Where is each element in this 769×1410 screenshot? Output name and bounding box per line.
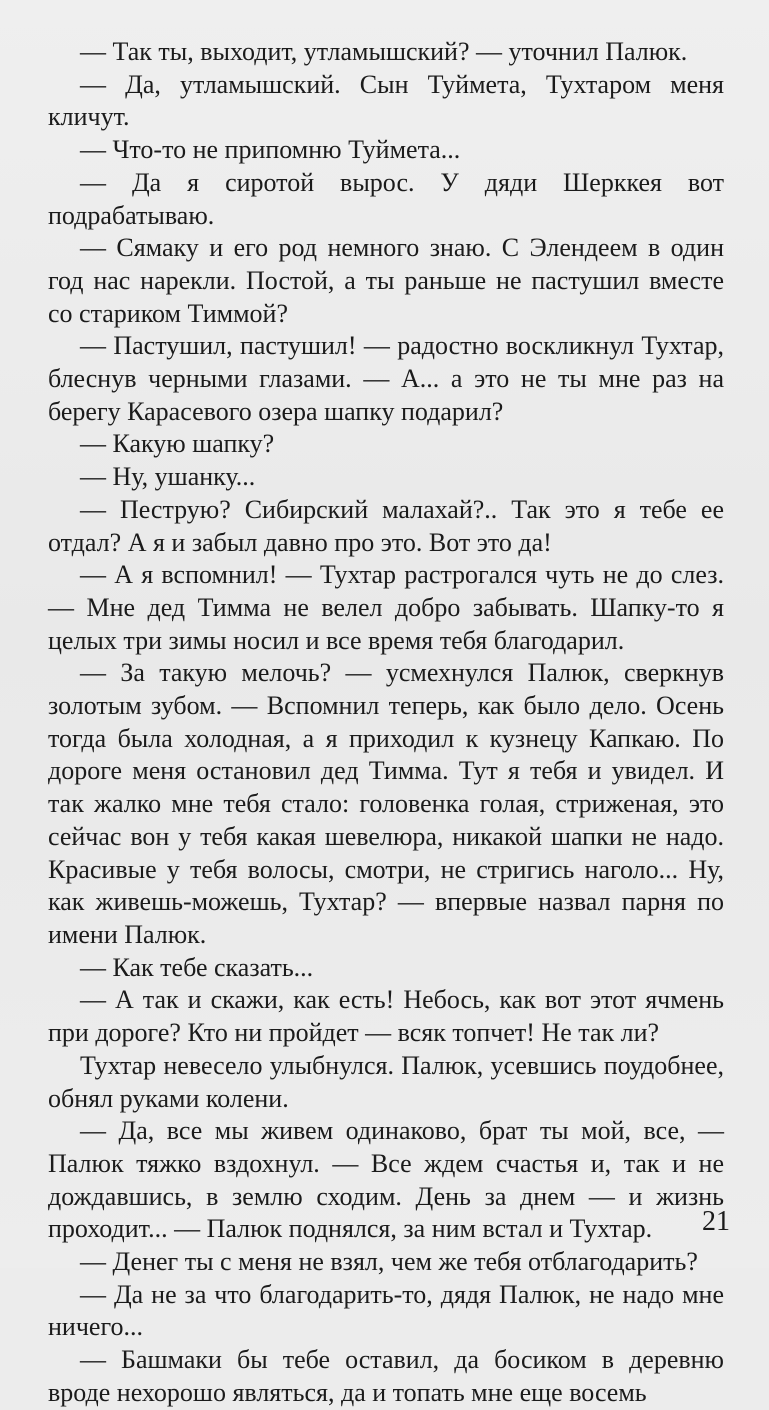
paragraph: — Да не за что благодарить-то, дядя Палюк, не надо мне ничего...: [48, 1279, 724, 1342]
paragraph: — Как тебе сказать...: [80, 952, 314, 982]
paragraph: — Что-то не припомню Туймета...: [80, 135, 461, 165]
paragraph: — Сямаку и его род немного знаю. С Элендеем в один год нас нарекли. Постой, а ты раньше не пастушил вместе со стариком Тиммой?: [48, 233, 724, 328]
paragraph: — Ну, ушанку...: [80, 462, 256, 492]
paragraph: — А так и скажи, как есть! Небось, как вот этот ячмень при дороге? Кто ни пройдет — всяк топчет! Не так ли?: [48, 985, 724, 1048]
paragraph: — А я вспомнил! — Тухтар растрогался чуть не до слез. — Мне дед Тимма не велел добро забывать. Шапку-то я целых три зимы носил и все время тебя благодарил.: [48, 560, 724, 655]
paragraph: — Пеструю? Сибирский малахай?.. Так это я тебе ее отдал? А я и забыл давно про это. Вот это да!: [48, 494, 724, 557]
body-text: [48, 36, 724, 1410]
paragraph: — Денег ты с меня не взял, чем же тебя отблагодарить?: [80, 1247, 698, 1277]
paragraph: — Башмаки бы тебе оставил, да босиком в деревню вроде нехорошо являться, да и топать мне еще восемь: [48, 1345, 724, 1407]
paragraph: Тухтар невесело улыбнулся. Палюк, усевшись поудобнее, обнял руками колени.: [48, 1050, 724, 1113]
paragraph: — Какую шапку?: [80, 429, 275, 459]
paragraph: — Да, утламышский. Сын Туймета, Тухтаром меня кличут.: [48, 69, 724, 132]
paragraph: — Да, все мы живем одинаково, брат ты мой, все, — Палюк тяжко вздохнул. — Все ждем счастья и, так и не дождавшись, в землю сходим. День за днем — и жизнь проходит... — Палюк поднялся, за ним встал и Тухтар.: [48, 1116, 724, 1244]
paragraph: — За такую мелочь? — усмехнулся Палюк, сверкнув золотым зубом. — Вспомнил теперь, как было дело. Осень тогда была холодная, а я приходил к кузнецу Капкаю. По дороге меня остановил дед Тимма. Тут я тебя и увидел. И так жалко мне тебя стало: головенка голая, стриженая, это сейчас вон у тебя какая шевелюра, никакой шапки не надо. Красивые у тебя волосы, смотри, не стригись наголо... Ну, как живешь-можешь, Тухтар? — впервые назвал парня по имени Палюк.: [48, 658, 724, 949]
page-number: 21: [702, 1206, 730, 1237]
paragraph: — Так ты, выходит, утламышский? — уточнил Палюк.: [80, 37, 688, 66]
paragraph: — Пастушил, пастушил! — радостно воскликнул Тухтар, блеснув черными глазами. — А... а это не ты мне раз на берегу Карасевого озера шапку подарил?: [48, 331, 724, 426]
paragraph: — Да я сиротой вырос. У дяди Шерккея вот подрабатываю.: [48, 167, 724, 230]
